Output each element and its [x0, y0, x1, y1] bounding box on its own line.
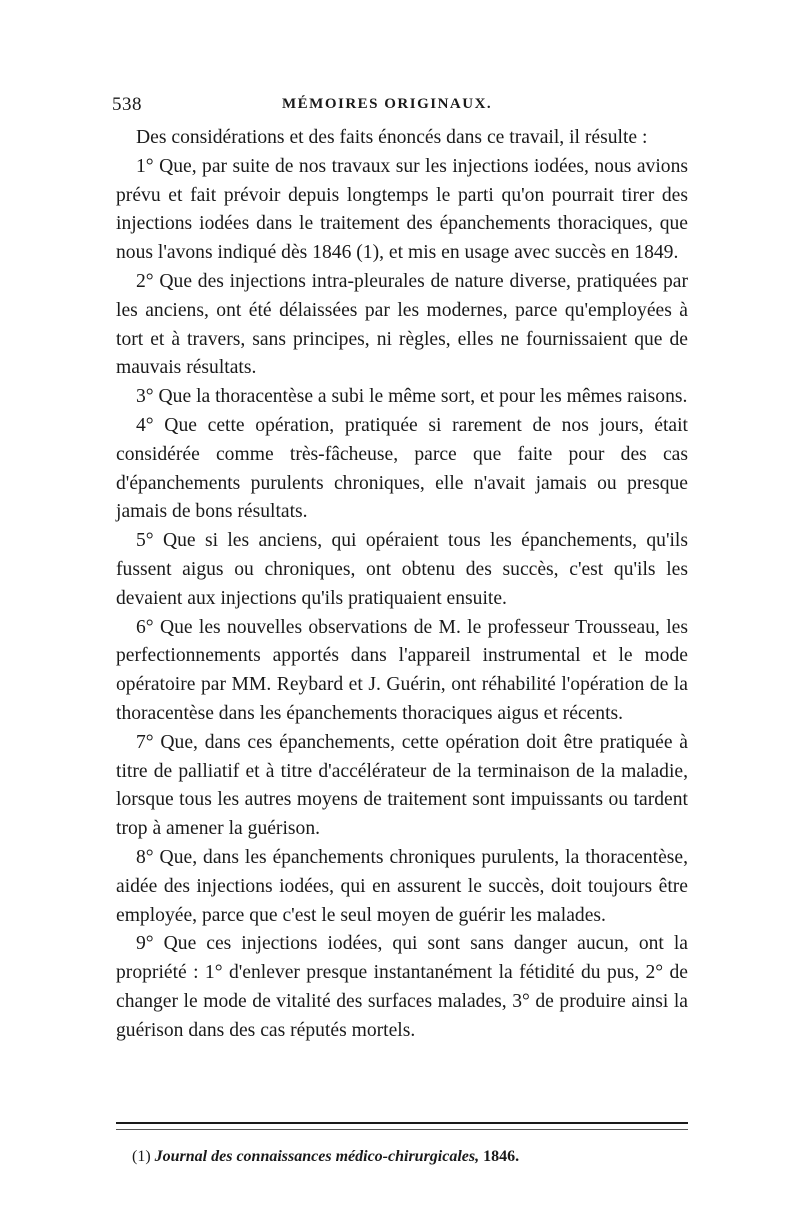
paragraph-point-3: 3° Que la thoracentèse a subi le même sort, et pour les mêmes raisons. [136, 386, 688, 408]
footnote [132, 1146, 692, 1168]
paragraph-intro: Des considérations et des faits énoncés dans ce travail, il résulte : [136, 127, 648, 148]
paragraph-point-9: 9° Que ces injections iodées, qui sont sans danger aucun, ont la propriété : 1° d'enlever presque instantanément la fétidité du pus, 2° de changer le mode de vitalité des surfaces malades, 3° de produire ainsi la guérison dans des cas réputés mortels. [116, 933, 688, 1041]
paragraph-point-6: 6° Que les nouvelles observations de M. le professeur Trousseau, les perfectionnements apportés dans l'appareil instrumental et le mode opératoire par MM. Reybard et J. Guérin, ont réhabilité l'opération de la thoracentèse dans les épanchements thoraciques aigus et récents. [116, 616, 688, 724]
paragraph-point-2: 2° Que des injections intra-pleurales de nature diverse, pratiquées par les anciens, ont été délaissées par les modernes, parce qu'employées à tort et à travers, sans principes, ni règles, elles ne fournissaient que de mauvais résultats. [116, 270, 688, 379]
paragraph-point-7: 7° Que, dans ces épanchements, cette opération doit être pratiquée à titre de palliatif et à titre d'accélérateur de la terminaison de la maladie, lorsque tous les autres moyens de traitement sont impuissants ou tardent trop à amener la guérison. [116, 731, 688, 840]
running-header [112, 94, 690, 122]
footnote-marker: (1) [132, 1148, 151, 1165]
footnote-separator-thick [116, 1122, 688, 1124]
footnote-separator-thin [116, 1129, 688, 1130]
running-title: MÉMOIRES ORIGINAUX. [282, 96, 493, 112]
footnote-year: 1846. [483, 1148, 520, 1165]
footnote-journal: Journal des connaissances médico-chirurgicales, [154, 1148, 480, 1165]
paragraph-point-5: 5° Que si les anciens, qui opéraient tous les épanchements, qu'ils fussent aigus ou chroniques, ont obtenu des succès, c'est qu'ils les devaient aux injections qu'ils pratiquaient ensuite. [116, 530, 688, 609]
paragraph-point-4: 4° Que cette opération, pratiquée si rarement de nos jours, était considérée comme très-fâcheuse, parce que faite pour des cas d'épanchements purulents chroniques, elle n'avait jamais ou presque jamais de bons résultats. [116, 414, 688, 523]
body-text [116, 124, 688, 1046]
paragraph-point-1: 1° Que, par suite de nos travaux sur les injections iodées, nous avions prévu et fait prévoir depuis longtemps le parti qu'on pourrait tirer des injections iodées dans le traitement des épanchements thoraciques, que nous l'avons indiqué dès 1846 (1), et mis en usage avec succès en 1849. [116, 155, 688, 264]
paragraph-point-8: 8° Que, dans les épanchements chroniques purulents, la thoracentèse, aidée des injections iodées, qui en assurent le succès, doit toujours être employée, parce que c'est le seul moyen de guérir les malades. [116, 846, 688, 926]
page-number: 538 [112, 94, 142, 115]
